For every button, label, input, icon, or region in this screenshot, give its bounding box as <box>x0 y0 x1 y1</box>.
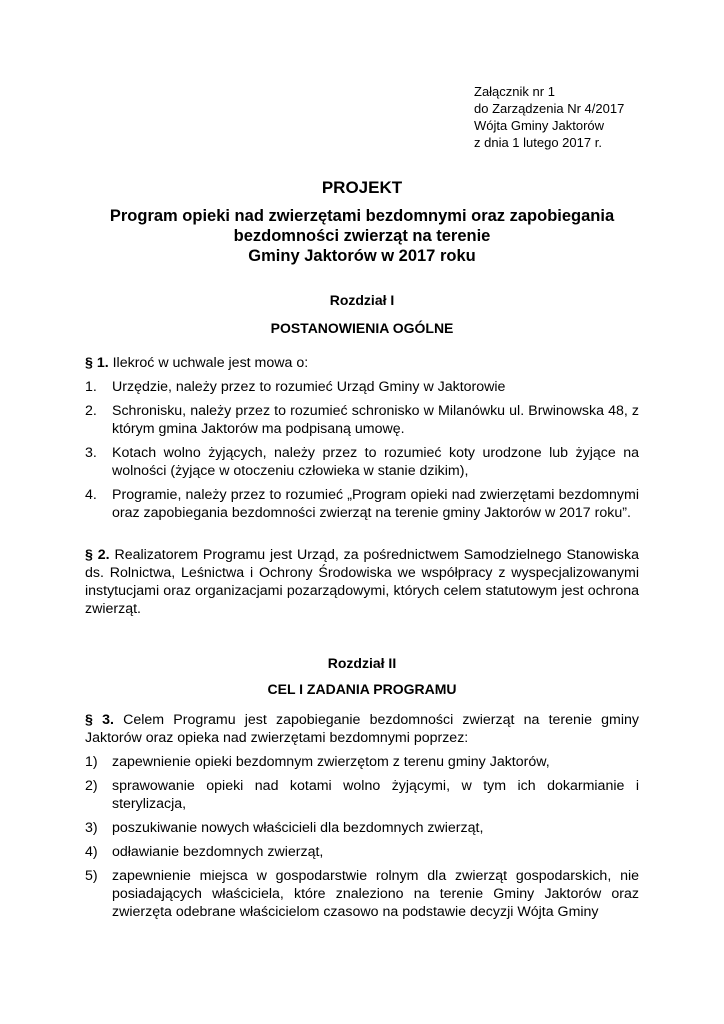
section-mark: § 1. <box>85 355 109 371</box>
item-text: Programie, należy przez to rozumieć „Program opieki nad zwierzętami bezdomnymi oraz zapobiegania bezdomności zwierząt na terenie gminy Jaktorów w 2017 roku”. <box>112 487 639 521</box>
item-text: poszukiwanie nowych właścicieli dla bezdomnych zwierząt, <box>112 820 484 836</box>
item-text: odławianie bezdomnych zwierząt, <box>112 844 324 860</box>
item-text: Schronisku, należy przez to rozumieć schronisko w Milanówku ul. Brwinowska 48, z którym gmina Jaktorów ma podpisaną umowę. <box>112 403 639 437</box>
item-text: zapewnienie miejsca w gospodarstwie rolnym dla zwierząt gospodarskich, nie posiadających właściciela, które znaleziono na terenie Gminy Jaktorów oraz zwierzęta odebrane właścicielom czasowo na podstawie decyzji Wójta Gminy <box>112 868 639 920</box>
attachment-line: Załącznik nr 1 <box>474 84 555 99</box>
item-number: 1) <box>85 754 98 770</box>
section-1-intro <box>85 354 639 372</box>
definitions-list <box>85 378 639 528</box>
item-text: sprawowanie opieki nad kotami wolno żyjącymi, w tym ich dokarmianie i sterylizacja, <box>112 778 639 812</box>
attachment-note <box>474 83 624 151</box>
chapter-label: Rozdział I <box>329 292 395 308</box>
attachment-line: do Zarządzenia Nr 4/2017 <box>474 101 625 116</box>
list-item <box>85 444 639 480</box>
document-title <box>82 206 642 266</box>
section-mark: § 2. <box>85 547 110 563</box>
list-item <box>85 486 639 522</box>
item-number: 1. <box>85 379 97 395</box>
section-2 <box>85 546 639 618</box>
item-text: Urzędzie, należy przez to rozumieć Urząd Gminy w Jaktorowie <box>112 379 506 395</box>
list-item <box>85 843 639 861</box>
attachment-line: Wójta Gminy Jaktorów <box>474 118 605 133</box>
document-status: PROJEKT <box>321 178 403 197</box>
chapter-heading: CEL I ZADANIA PROGRAMU <box>267 681 457 697</box>
list-item <box>85 867 639 921</box>
item-number: 4. <box>85 487 97 503</box>
item-number: 5) <box>85 868 98 884</box>
section-text: Realizatorem Programu jest Urząd, za pośrednictwem Samodzielnego Stanowiska ds. Rolnictwa, Leśnictwa i Ochrony Środowiska we współpracy z wyspecjalizowanymi instytucjami oraz organizacjami pozarządowymi, których celem statutowym jest ochrona zwierząt. <box>85 547 639 617</box>
tasks-list <box>85 753 639 927</box>
title-line: Gminy Jaktorów w 2017 roku <box>248 247 476 265</box>
list-item <box>85 777 639 813</box>
item-text: Kotach wolno żyjących, należy przez to rozumieć koty urodzone lub żyjące na wolności (żyjące w otoczeniu człowieka w stanie dzikim), <box>112 445 639 479</box>
item-number: 2. <box>85 403 97 419</box>
list-item <box>85 819 639 837</box>
attachment-line: z dnia 1 lutego 2017 r. <box>474 135 602 150</box>
item-number: 3. <box>85 445 97 461</box>
item-number: 2) <box>85 778 98 794</box>
list-item <box>85 402 639 438</box>
list-item <box>85 378 639 396</box>
title-line: Program opieki nad zwierzętami bezdomnymi oraz zapobiegania <box>109 207 615 225</box>
section-mark: § 3. <box>85 712 114 728</box>
item-number: 3) <box>85 820 98 836</box>
title-line: bezdomności zwierząt na terenie <box>233 227 491 245</box>
item-number: 4) <box>85 844 98 860</box>
chapter-label: Rozdział II <box>327 655 397 671</box>
chapter-heading: POSTANOWIENIA OGÓLNE <box>270 320 454 336</box>
item-text: zapewnienie opieki bezdomnym zwierzętom z terenu gminy Jaktorów, <box>112 754 550 770</box>
list-item <box>85 753 639 771</box>
section-text: Ilekroć w uchwale jest mowa o: <box>108 355 309 371</box>
section-text: Celem Programu jest zapobieganie bezdomności zwierząt na terenie gminy Jaktorów oraz opieka nad zwierzętami bezdomnymi poprzez: <box>85 712 640 746</box>
section-3-intro <box>85 711 639 747</box>
